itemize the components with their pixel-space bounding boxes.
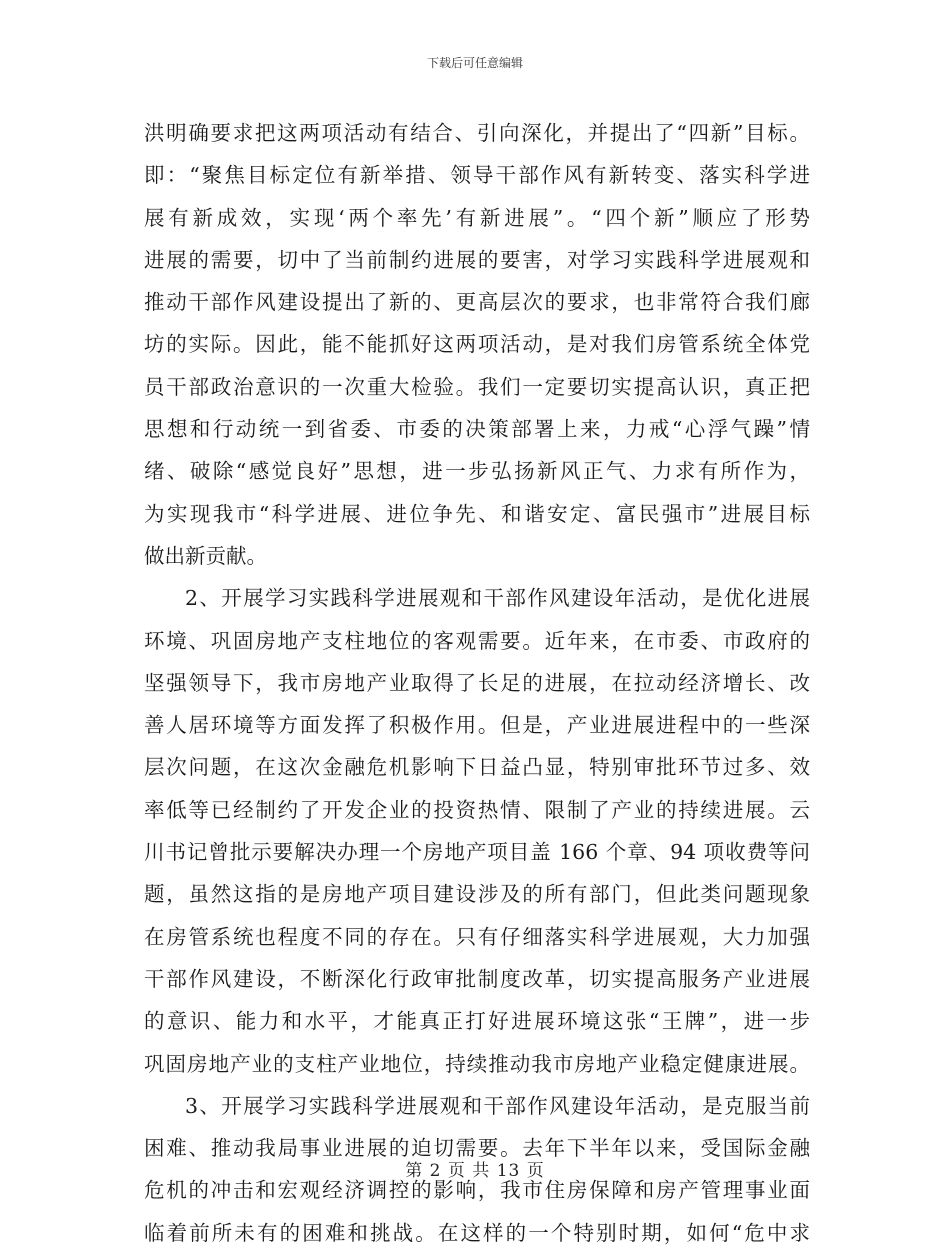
text-line: 坊的实际。因此，能不能抓好这两项活动，是对我们房管系统全体党 [144, 332, 810, 357]
text-line: 推动干部作风建设提出了新的、更高层次的要求，也非常符合我们廊 [144, 290, 810, 315]
text-line: 思想和行动统一到省委、市委的决策部署上来，力戒“心浮气躁”情 [144, 417, 810, 442]
text-line: 干部作风建设，不断深化行政审批制度改革，切实提高服务产业进展 [144, 966, 810, 991]
text-line: 危机的冲击和宏观经济调控的影响，我市住房保障和房产管理事业面 [144, 1178, 810, 1203]
text-line: 困难、推动我局事业进展的迫切需要。去年下半年以来，受国际金融 [144, 1136, 810, 1161]
text-line: 环境、巩固房地产支柱地位的客观需要。近年来，在市委、市政府的 [144, 628, 810, 653]
text-line: 即：“聚焦目标定位有新举措、领导干部作风有新转变、落实科学进 [144, 163, 810, 188]
text-line: 进展的需要，切中了当前制约进展的要害，对学习实践科学进展观和 [144, 247, 810, 272]
page-footer: 第 2 页 共 13 页 [405, 1161, 545, 1181]
text-line: 率低等已经制约了开发企业的投资热情、限制了产业的持续进展。云 [144, 797, 810, 822]
page-header: 下载后可任意编辑 [426, 56, 523, 70]
text-line: 题，虽然这指的是房地产项目建设涉及的所有部门，但此类问题现象 [144, 882, 810, 907]
text-line: 洪明确要求把这两项活动有结合、引向深化，并提出了“四新”目标。 [144, 121, 810, 145]
text-line: 层次问题，在这次金融危机影响下日益凸显，特别审批环节过多、效 [144, 755, 810, 780]
text-line: 做出新贡献。 [144, 543, 267, 568]
text-line: 川书记曾批示要解决办理一个房地产项目盖 166 个章、94 项收费等问 [144, 840, 810, 865]
text-line: 展有新成效，实现‘两个率先’有新进展”。“四个新”顺应了形势 [144, 205, 810, 230]
text-line: 在房管系统也程度不同的存在。只有仔细落实科学进展观，大力加强 [144, 924, 810, 949]
text-line: 坚强领导下，我市房地产业取得了长足的进展，在拉动经济增长、改 [144, 670, 810, 695]
document-body [144, 112, 810, 1254]
text-line: 善人居环境等方面发挥了积极作用。但是，产业进展进程中的一些深 [144, 713, 810, 738]
text-line: 为实现我市“科学进展、进位争先、和谐安定、富民强市”进展目标 [144, 501, 810, 526]
text-line: 3、开展学习实践科学进展观和干部作风建设年活动，是克服当前 [185, 1093, 810, 1118]
text-line: 绪、破除“感觉良好”思想，进一步弘扬新风正气、力求有所作为， [144, 459, 810, 484]
text-line: 临着前所未有的困难和挑战。在这样的一个特别时期，如何“危中求 [144, 1220, 810, 1245]
text-line: 巩固房地产业的支柱产业地位，持续推动我市房地产业稳定健康进展。 [144, 1051, 810, 1076]
text-line: 员干部政治意识的一次重大检验。我们一定要切实提高认识，真正把 [144, 374, 810, 399]
text-line: 2、开展学习实践科学进展观和干部作风建设年活动，是优化进展 [185, 586, 810, 611]
text-line: 的意识、能力和水平，才能真正打好进展环境这张“王牌”，进一步 [144, 1009, 810, 1034]
